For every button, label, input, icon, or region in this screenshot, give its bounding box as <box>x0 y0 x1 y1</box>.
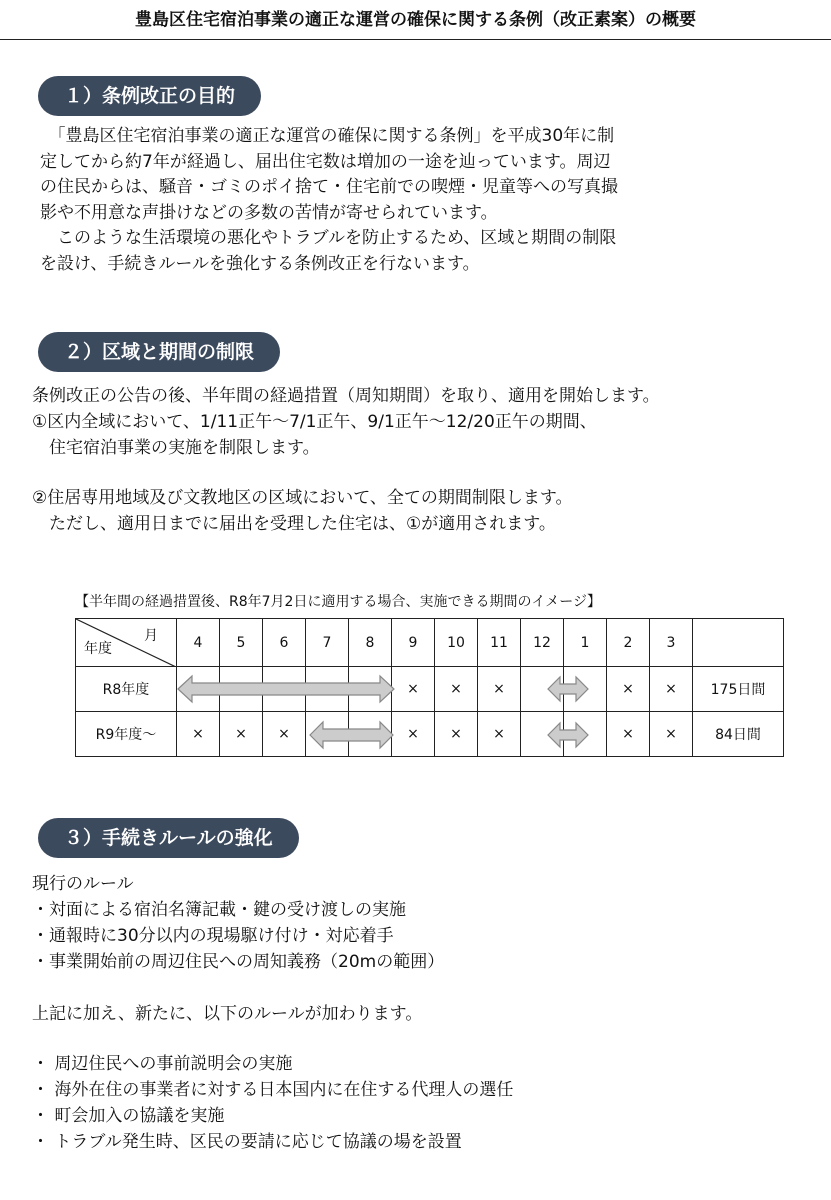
schedule-cell: × <box>392 667 435 712</box>
month-header: 6 <box>263 619 306 667</box>
schedule-cell <box>349 712 392 757</box>
schedule-cell: × <box>607 667 650 712</box>
month-header: 8 <box>349 619 392 667</box>
section1-paragraph: 「豊島区住宅宿泊事業の適正な運営の確保に関する条例」を平成30年に制 定してから約7年が経過し、届出住宅数は増加の一途を辿っています。周辺 の住民からは、騒音・ゴミのポイ捨て・住宅前での喫煙・児童等への写真撮 影や不用意な声掛けなどの多数の苦情が寄せられています。 このような生活環境の悪化やトラブルを防止するため、区域と期間の制限 を設け、手続きルールを強化する条例改正を行ないます。 <box>40 126 618 274</box>
row-total: 175日間 <box>693 667 784 712</box>
schedule-cell <box>521 712 564 757</box>
month-header: 1 <box>564 619 607 667</box>
corner-year-label: 年度 <box>84 641 112 657</box>
schedule-cell <box>220 667 263 712</box>
new-rule-item: ・ 海外在住の事業者に対する日本国内に在住する代理人の選任 <box>32 1080 514 1100</box>
month-header: 9 <box>392 619 435 667</box>
section2-line: 条例改正の公告の後、半年間の経過措置（周知期間）を取り、適用を開始します。 <box>32 386 660 406</box>
section2-line: ①区内全域において、1/11正午～7/1正午、9/1正午～12/20正午の期間、 <box>32 412 597 432</box>
new-rule-item: ・ 周辺住民への事前説明会の実施 <box>32 1054 293 1074</box>
section2-line: 住宅宿泊事業の実施を制限します。 <box>32 438 320 458</box>
total-header <box>693 619 784 667</box>
schedule-cell <box>306 712 349 757</box>
schedule-cell: × <box>650 712 693 757</box>
month-header: 4 <box>177 619 220 667</box>
schedule-cell: × <box>392 712 435 757</box>
schedule-cell: × <box>220 712 263 757</box>
current-rule-item: ・対面による宿泊名簿記載・鍵の受け渡しの実施 <box>32 900 406 920</box>
schedule-cell <box>564 712 607 757</box>
section1-heading: １）条例改正の目的 <box>38 76 261 116</box>
new-rule-item: ・ 町会加入の協議を実施 <box>32 1106 225 1126</box>
schedule-cell <box>263 667 306 712</box>
schedule-cell <box>177 667 220 712</box>
section3-heading: ３）手続きルールの強化 <box>38 818 299 858</box>
new-rule-item: ・ トラブル発生時、区民の要請に応じて協議の場を設置 <box>32 1132 462 1152</box>
schedule-cell <box>306 667 349 712</box>
schedule-cell: × <box>435 712 478 757</box>
page-title: 豊島区住宅宿泊事業の適正な運営の確保に関する条例（改正素案）の概要 <box>0 0 831 40</box>
row-total: 84日間 <box>693 712 784 757</box>
month-header: 7 <box>306 619 349 667</box>
schedule-cell: × <box>263 712 306 757</box>
schedule-cell: × <box>177 712 220 757</box>
row-label: R8年度 <box>76 667 177 712</box>
schedule-cell: × <box>478 712 521 757</box>
schedule-cell <box>521 667 564 712</box>
schedule-table <box>75 618 784 757</box>
schedule-cell: × <box>650 667 693 712</box>
schedule-cell <box>564 667 607 712</box>
month-header: 5 <box>220 619 263 667</box>
schedule-caption: 【半年間の経過措置後、R8年7月2日に適用する場合、実施できる期間のイメージ】 <box>75 594 602 610</box>
current-rule-item: ・事業開始前の周辺住民への周知義務（20mの範囲） <box>32 952 445 972</box>
table-corner-cell <box>76 619 177 667</box>
section2-line: ②住居専用地域及び文教地区の区域において、全ての期間制限します。 <box>32 488 573 508</box>
month-header: 11 <box>478 619 521 667</box>
month-header: 12 <box>521 619 564 667</box>
month-header: 10 <box>435 619 478 667</box>
current-rules-label: 現行のルール <box>32 874 134 894</box>
corner-month-label: 月 <box>144 628 158 644</box>
section2-line: ただし、適用日までに届出を受理した住宅は、①が適用されます。 <box>32 514 556 534</box>
schedule-cell: × <box>478 667 521 712</box>
month-header: 2 <box>607 619 650 667</box>
row-label: R9年度～ <box>76 712 177 757</box>
month-header: 3 <box>650 619 693 667</box>
schedule-cell: × <box>435 667 478 712</box>
schedule-cell: × <box>607 712 650 757</box>
addition-text: 上記に加え、新たに、以下のルールが加わります。 <box>32 1004 423 1024</box>
current-rule-item: ・通報時に30分以内の現場駆け付け・対応着手 <box>32 926 394 946</box>
section2-heading: ２）区域と期間の制限 <box>38 332 280 372</box>
schedule-cell <box>349 667 392 712</box>
